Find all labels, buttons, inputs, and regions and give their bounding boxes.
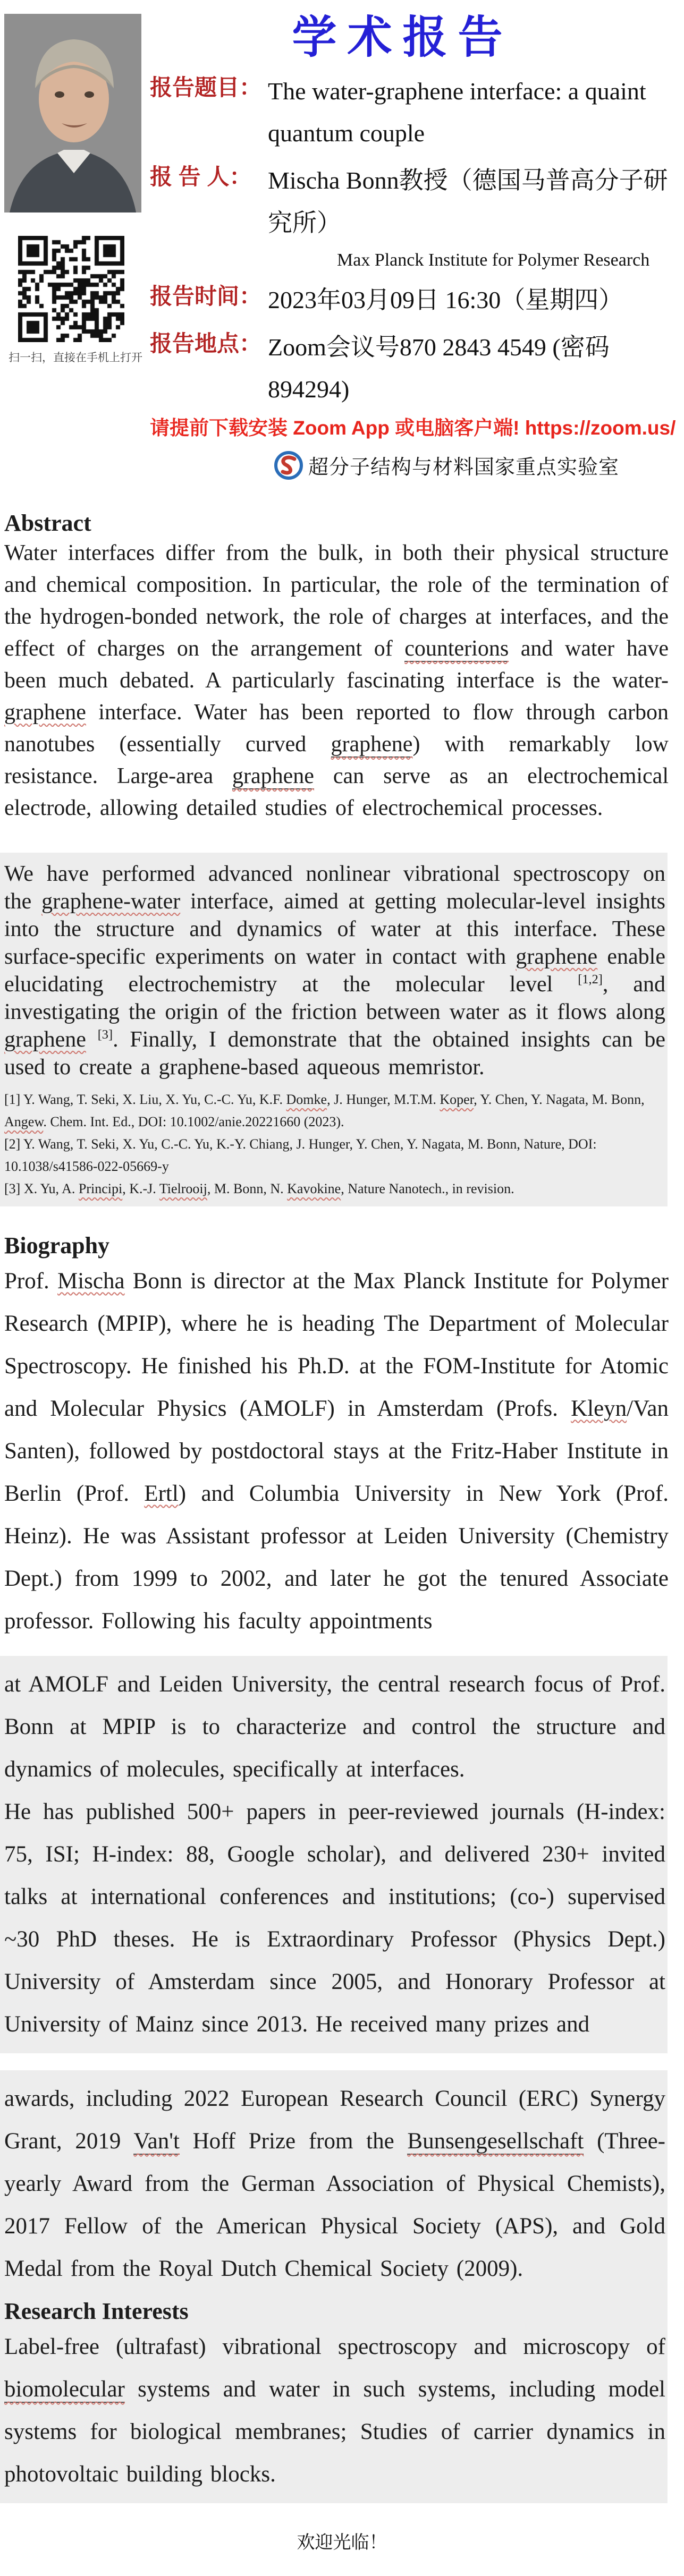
abstract-shaded-block [0,853,668,1206]
time-label: 报告时间： [150,284,262,309]
qr-caption: 扫一扫，直接在手机上打开 [9,352,142,364]
welcome-text: 欢迎光临！ [297,2532,387,2553]
abstract-references [4,1089,665,1200]
research-paragraph: Label-free (ultrafast) vibrational spectroscopy and microscopy of biomolecular systems and water in such systems, including model systems for biological membranes; Studies of carrier dynamics in photovoltaic building blocks. [4,2334,665,2487]
time-row [150,279,677,321]
biography-shaded-block-2 [0,2070,668,2503]
header-right-column [150,14,684,481]
reference-item-3: [3] X. Yu, A. Principi, K.-J. Tielrooij, M. Bonn, N. Kavokine, Nature Nanotech., in revision. [4,1181,514,1197]
reference-item-2: [2] Y. Wang, T. Seki, X. Yu, C.-C. Yu, K.-Y. Chiang, J. Hunger, Y. Chen, Y. Nagata, M. Bonn, Nature, DOI: 10.1038/s41586-022-05669-y [4,1136,597,1175]
download-note-text: 请提前下载安装 Zoom App 或电脑客户端! [150,417,525,439]
speaker-portrait-graphic [4,14,141,212]
header [0,14,684,481]
speaker-label: 报 告 人： [150,164,252,190]
speaker-photo [4,14,141,212]
topic-row [150,70,677,154]
speaker-value: Mischa Bonn教授（德国马普高分子研究所） [268,167,668,236]
biography-paragraph-3: He has published 500+ papers in peer-reviewed journals (H-index: 75, ISI; H-index: 88, Google scholar), and delivered 230+ invited talks at international conferences and institutions; (co-) supervised ~30 PhD theses. He is Extraordinary Professor (Physics Dept.) University of Amsterdam since 2005, and Honorary Professor at University of Mainz since 2013. He received many prizes and [4,1799,665,2037]
zoom-link[interactable]: https://zoom.us/ [525,417,676,439]
qr-block [9,236,150,365]
abstract-section [0,509,684,824]
download-note [150,415,677,441]
biography-heading: Biography [4,1232,110,1259]
topic-value: The water-graphene interface: a quaint quantum couple [268,78,646,147]
venue-label: 报告地点： [150,331,262,356]
header-left-column [0,14,150,365]
abstract-heading: Abstract [4,509,91,536]
qr-code [18,236,124,342]
venue-value: Zoom会议号870 2843 4549 (密码894294) [268,334,610,403]
biography-paragraph-1: Prof. Mischa Bonn is director at the Max Planck Institute for Polymer Research (MPIP), where he is heading The Department of Molecular Spectroscopy. He finished his Ph.D. at the FOM-Institute for Atomic and Molecular Physics (AMOLF) in Amsterdam (Profs. Kleyn/Van Santen), followed by postdoctoral stays at the Fritz-Haber Institute in Berlin (Prof. Ertl) and Columbia University in New York (Prof. Heinz). He was Assistant professor at Leiden University (Chemistry Dept.) from 1999 to 2002, and later he got the tenured Associate professor. Following his faculty appointments [4,1269,669,1634]
abstract-paragraph-2: We have performed advanced nonlinear vibrational spectroscopy on the graphene-water interface, aimed at getting molecular-level insights into the structure and dynamics of water at this interface. These surface-specific experiments on water in contact with graphene enable elucidating electrochemistry at the molecular level [1,2], and investigating the origin of the friction between water as it flows along graphene [3]. Finally, I demonstrate that the obtained insights can be used to create a graphene-based aqueous memristor. [4,862,666,1080]
lab-logo-icon [273,450,304,481]
biography-paragraph-4: awards, including 2022 European Research Council (ERC) Synergy Grant, 2019 Van't Hoff Prize from the Bunsengesellschaft (Three-yearly Award from the German Association of Physical Chemists), 2017 Fellow of the American Physical Society (APS), and Gold Medal from the Royal Dutch Chemical Society (2009). [4,2086,665,2282]
speaker-affiliation: Max Planck Institute for Polymer Research [337,250,650,270]
biography-paragraph-2: at AMOLF and Leiden University, the central research focus of Prof. Bonn at MPIP is to characterize and control the structure and dynamics of molecules, specifically at interfaces. [4,1672,665,1782]
lab-name: 超分子结构与材料国家重点实验室 [308,456,620,479]
topic-label: 报告题目： [150,75,262,100]
speaker-row [150,159,677,243]
reference-item-1: [1] Y. Wang, T. Seki, X. Liu, X. Yu, C.-C. Yu, K.F. Domke, J. Hunger, M.T.M. Koper, Y. Chen, Y. Nagata, M. Bonn, Angew. Chem. Int. Ed., DOI: 10.1002/anie.20221660 (2023). [4,1092,645,1130]
biography-shaded-block-1 [0,1656,668,2053]
time-value: 2023年03月09日 16:30（星期四） [268,286,623,314]
venue-row [150,326,677,410]
page-title: 学术报告 [292,12,513,62]
lab-logo-row [273,450,677,481]
abstract-paragraph-1: Water interfaces differ from the bulk, in both their physical structure and chemical composition. In particular, the role of the termination of the hydrogen-bonded network, the role of charges at interfaces, and the effect of charges on the arrangement of counterions and water have been much debated. A particularly fascinating interface is the water-graphene interface. Water has been reported to flow through carbon nanotubes (essentially curved graphene) with remarkably low resistance. Large-area graphene can serve as an electrochemical electrode, allowing detailed studies of electrochemical processes. [4,541,669,821]
research-interests-heading: Research Interests [4,2298,189,2325]
biography-section [0,1232,684,1643]
